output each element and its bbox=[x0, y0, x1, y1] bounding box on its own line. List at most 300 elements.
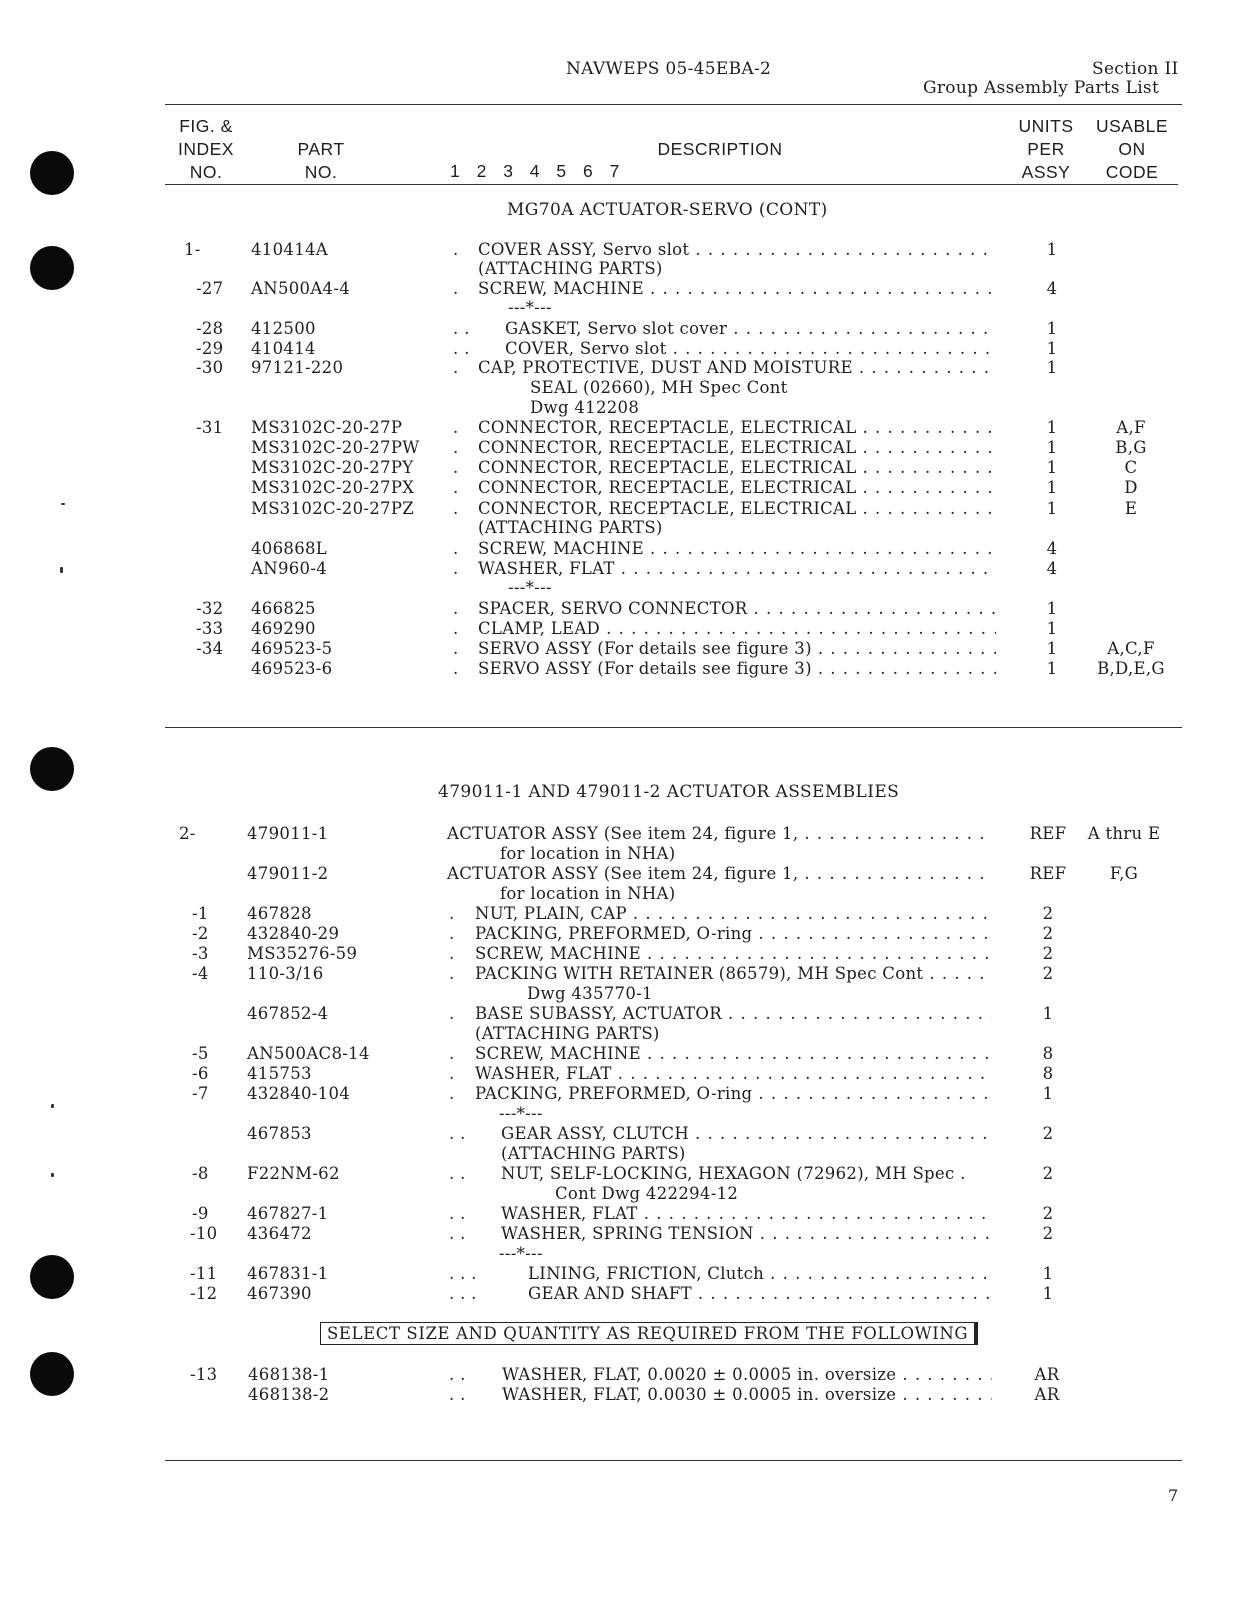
indent-level-dots: . . bbox=[449, 1385, 466, 1404]
description-text: (ATTACHING PARTS) bbox=[501, 1144, 686, 1163]
indent-level-dots: . bbox=[453, 478, 459, 497]
index-number: -10 bbox=[190, 1224, 218, 1243]
units-per-assy: 1 bbox=[1046, 499, 1058, 518]
part-number: 479011-1 bbox=[247, 824, 329, 843]
description bbox=[447, 864, 992, 883]
leader-dots bbox=[863, 458, 996, 477]
description-text: GASKET, Servo slot cover bbox=[505, 319, 728, 338]
column-header-part-no bbox=[285, 138, 357, 184]
parts-row bbox=[0, 844, 1249, 864]
index-number: -7 bbox=[192, 1084, 209, 1103]
units-per-assy: 1 bbox=[1046, 240, 1058, 259]
column-header-fig-index bbox=[170, 115, 242, 184]
description bbox=[501, 1124, 992, 1143]
part-number: 469523-6 bbox=[251, 659, 333, 678]
indent-level-dots: . bbox=[449, 1004, 455, 1023]
parts-row bbox=[0, 478, 1249, 498]
part-number: 467390 bbox=[247, 1284, 312, 1303]
units-per-assy: 1 bbox=[1042, 1004, 1054, 1023]
parts-row bbox=[0, 599, 1249, 619]
indent-level-dots: . bbox=[449, 924, 455, 943]
parts-row bbox=[0, 1144, 1249, 1164]
parts-row bbox=[0, 539, 1249, 559]
part-number: 469523-5 bbox=[251, 639, 333, 658]
leader-dots bbox=[804, 824, 992, 843]
usable-on-code: A,F bbox=[1116, 418, 1146, 437]
description-text: BASE SUBASSY, ACTUATOR bbox=[475, 1004, 722, 1023]
indent-level-dots: . bbox=[453, 619, 459, 638]
units-per-assy: 1 bbox=[1046, 339, 1058, 358]
description-text: WASHER, FLAT bbox=[478, 559, 615, 578]
description-text: ---*--- bbox=[508, 578, 552, 597]
indent-level-dots: . bbox=[453, 599, 459, 618]
description bbox=[475, 1004, 992, 1023]
leader-dots bbox=[673, 339, 996, 358]
part-number: 410414A bbox=[251, 240, 329, 259]
part-number: 110-3/16 bbox=[247, 964, 324, 983]
units-per-assy: 1 bbox=[1046, 358, 1058, 377]
part-number: 436472 bbox=[247, 1224, 312, 1243]
part-number: 467831-1 bbox=[247, 1264, 329, 1283]
parts-row bbox=[0, 418, 1249, 438]
indent-level-dots: . bbox=[453, 438, 459, 457]
parts-row bbox=[0, 964, 1249, 984]
group-title-mg70a: MG70A ACTUATOR-SERVO (CONT) bbox=[507, 200, 828, 220]
part-number: 479011-2 bbox=[247, 864, 329, 883]
leader-dots bbox=[863, 499, 996, 518]
column-header-usable-line1: USABLE bbox=[1095, 116, 1169, 136]
parts-row bbox=[0, 924, 1249, 944]
parts-row bbox=[0, 824, 1249, 844]
leader-dots bbox=[647, 1044, 992, 1063]
description-text: CONNECTOR, RECEPTACLE, ELECTRICAL bbox=[478, 478, 857, 497]
leader-dots bbox=[863, 478, 996, 497]
description bbox=[478, 458, 996, 477]
part-number: 415753 bbox=[247, 1064, 312, 1083]
description bbox=[475, 904, 992, 923]
binder-hole bbox=[30, 151, 74, 195]
indent-level-dots: . bbox=[453, 240, 459, 259]
index-number: -30 bbox=[196, 358, 224, 377]
leader-dots bbox=[804, 864, 992, 883]
index-number: -1 bbox=[192, 904, 209, 923]
column-header-units-line2: PER bbox=[1027, 139, 1065, 159]
column-header-part-line2: NO. bbox=[304, 162, 338, 182]
description-text: (ATTACHING PARTS) bbox=[475, 1024, 660, 1043]
usable-on-code: C bbox=[1124, 458, 1138, 477]
units-per-assy: 1 bbox=[1046, 599, 1058, 618]
leader-dots bbox=[863, 438, 996, 457]
leader-dots bbox=[902, 1365, 992, 1384]
parts-row bbox=[0, 458, 1249, 478]
section-label: Section II bbox=[1092, 59, 1179, 79]
leader-dots bbox=[650, 539, 996, 558]
units-per-assy: 2 bbox=[1042, 944, 1054, 963]
units-per-assy: AR bbox=[1034, 1365, 1060, 1384]
description bbox=[478, 539, 996, 558]
description-text: SCREW, MACHINE bbox=[478, 279, 644, 298]
units-per-assy: 2 bbox=[1042, 924, 1054, 943]
units-per-assy: 2 bbox=[1042, 964, 1054, 983]
description-text: NUT, SELF-LOCKING, HEXAGON (72962), MH Spec . bbox=[501, 1164, 966, 1183]
parts-row bbox=[0, 358, 1249, 378]
units-per-assy: 4 bbox=[1046, 559, 1058, 578]
description bbox=[478, 619, 996, 638]
description bbox=[478, 358, 996, 377]
description-text: WASHER, SPRING TENSION bbox=[501, 1224, 754, 1243]
parts-row bbox=[0, 1024, 1249, 1044]
description-text: WASHER, FLAT, 0.0020 ± 0.0005 in. oversize bbox=[502, 1365, 897, 1384]
part-number: 432840-29 bbox=[247, 924, 340, 943]
units-per-assy: 1 bbox=[1042, 1084, 1054, 1103]
description-text: ---*--- bbox=[499, 1104, 543, 1123]
description-text: GEAR AND SHAFT bbox=[528, 1284, 692, 1303]
indent-level-dots: . . . bbox=[449, 1284, 477, 1303]
description bbox=[478, 279, 996, 298]
description-text: CONNECTOR, RECEPTACLE, ELECTRICAL bbox=[478, 438, 857, 457]
description bbox=[478, 499, 996, 518]
description-text: GEAR ASSY, CLUTCH bbox=[501, 1124, 690, 1143]
indent-level-dots: . bbox=[449, 944, 455, 963]
index-number: -9 bbox=[192, 1204, 209, 1223]
description-text: ACTUATOR ASSY (See item 24, figure 1, bbox=[447, 864, 799, 883]
select-size-note: SELECT SIZE AND QUANTITY AS REQUIRED FROM THE FOLLOWING bbox=[320, 1322, 978, 1345]
parts-row bbox=[0, 984, 1249, 1004]
leader-dots bbox=[618, 1064, 992, 1083]
parts-row bbox=[0, 240, 1249, 260]
units-per-assy: 1 bbox=[1046, 659, 1058, 678]
parts-row bbox=[0, 1124, 1249, 1144]
usable-on-code: A,C,F bbox=[1107, 639, 1155, 658]
description-text: WASHER, FLAT, 0.0030 ± 0.0005 in. oversize bbox=[502, 1385, 897, 1404]
index-number: -33 bbox=[196, 619, 224, 638]
index-number: 2- bbox=[179, 824, 196, 843]
indent-level-dots: . bbox=[453, 458, 459, 477]
leader-dots bbox=[760, 1224, 992, 1243]
parts-row bbox=[0, 1284, 1249, 1304]
part-number: AN500A4-4 bbox=[251, 279, 351, 298]
description bbox=[502, 1365, 992, 1384]
parts-row bbox=[0, 1104, 1249, 1124]
part-number: 468138-1 bbox=[248, 1365, 330, 1384]
indent-level-dots: . . bbox=[449, 1365, 466, 1384]
indent-level-dots: . bbox=[449, 1064, 455, 1083]
description-text: SPACER, SERVO CONNECTOR bbox=[478, 599, 748, 618]
description-text: SCREW, MACHINE bbox=[478, 539, 644, 558]
parts-row bbox=[0, 1064, 1249, 1084]
leader-dots bbox=[644, 1204, 992, 1223]
parts-row bbox=[0, 1365, 1249, 1385]
indent-level-dots: . . bbox=[449, 1204, 466, 1223]
indent-level-dots: . bbox=[453, 279, 459, 298]
part-number: 406868L bbox=[251, 539, 328, 558]
part-number: MS3102C-20-27PW bbox=[251, 438, 420, 457]
description bbox=[475, 1064, 992, 1083]
index-number: -31 bbox=[196, 418, 224, 437]
part-number: 410414 bbox=[251, 339, 316, 358]
part-number: 467852-4 bbox=[247, 1004, 329, 1023]
description bbox=[478, 240, 996, 259]
parts-row bbox=[0, 944, 1249, 964]
description-text: for location in NHA) bbox=[500, 844, 676, 863]
indent-level-dots: . bbox=[453, 539, 459, 558]
description-text: (ATTACHING PARTS) bbox=[478, 259, 663, 278]
leader-dots bbox=[698, 1284, 992, 1303]
parts-row bbox=[0, 1084, 1249, 1104]
group-divider-rule bbox=[165, 727, 1182, 728]
description-text: Dwg 435770-1 bbox=[527, 984, 653, 1003]
parts-row bbox=[0, 1044, 1249, 1064]
description-text: SCREW, MACHINE bbox=[475, 1044, 641, 1063]
leader-dots bbox=[606, 619, 996, 638]
parts-row bbox=[0, 279, 1249, 299]
part-number: MS3102C-20-27PZ bbox=[251, 499, 415, 518]
parts-row bbox=[0, 518, 1249, 538]
index-number: -4 bbox=[192, 964, 209, 983]
description-text: COVER, Servo slot bbox=[505, 339, 667, 358]
description-text: SEAL (02660), MH Spec Cont bbox=[530, 378, 788, 397]
units-per-assy: 1 bbox=[1046, 458, 1058, 477]
units-per-assy: 4 bbox=[1046, 539, 1058, 558]
column-header-usable-line3: CODE bbox=[1105, 162, 1159, 182]
description-text: CONNECTOR, RECEPTACLE, ELECTRICAL bbox=[478, 418, 857, 437]
document-id: NAVWEPS 05-45EBA-2 bbox=[566, 59, 772, 79]
parts-row bbox=[0, 904, 1249, 924]
description-text: CONNECTOR, RECEPTACLE, ELECTRICAL bbox=[478, 458, 857, 477]
part-number: 467828 bbox=[247, 904, 312, 923]
index-number: -3 bbox=[192, 944, 209, 963]
parts-row bbox=[0, 659, 1249, 679]
leader-dots bbox=[647, 944, 992, 963]
part-number: MS3102C-20-27P bbox=[251, 418, 403, 437]
leader-dots bbox=[754, 599, 996, 618]
description-text: PACKING, PREFORMED, O-ring bbox=[475, 1084, 753, 1103]
leader-dots bbox=[863, 418, 996, 437]
leader-dots bbox=[859, 358, 996, 377]
index-number: 1- bbox=[184, 240, 201, 259]
column-header-fig-line2: INDEX bbox=[178, 139, 234, 159]
column-header-units-line3: ASSY bbox=[1021, 162, 1071, 182]
description bbox=[501, 1224, 992, 1243]
description bbox=[478, 659, 996, 678]
footer-rule bbox=[165, 1460, 1182, 1461]
column-header-fig-line3: NO. bbox=[189, 162, 223, 182]
description-text: COVER ASSY, Servo slot bbox=[478, 240, 690, 259]
units-per-assy: 4 bbox=[1046, 279, 1058, 298]
description-text: SCREW, MACHINE bbox=[475, 944, 641, 963]
binder-hole bbox=[30, 747, 74, 791]
description bbox=[475, 964, 992, 983]
indent-level-dots: . bbox=[453, 358, 459, 377]
part-number: MS3102C-20-27PY bbox=[251, 458, 414, 477]
units-per-assy: 1 bbox=[1042, 1284, 1054, 1303]
part-number: 467827-1 bbox=[247, 1204, 329, 1223]
parts-row bbox=[0, 1244, 1249, 1264]
leader-dots bbox=[621, 559, 996, 578]
description bbox=[505, 319, 996, 338]
usable-on-code: E bbox=[1124, 499, 1138, 518]
description bbox=[478, 418, 996, 437]
description bbox=[478, 478, 996, 497]
parts-row bbox=[0, 378, 1249, 398]
parts-row bbox=[0, 1184, 1249, 1204]
description-text: Cont Dwg 422294-12 bbox=[555, 1184, 739, 1203]
index-number: -28 bbox=[196, 319, 224, 338]
indent-level-dots: . bbox=[453, 418, 459, 437]
leader-dots bbox=[758, 1084, 992, 1103]
description-text: CONNECTOR, RECEPTACLE, ELECTRICAL bbox=[478, 499, 857, 518]
description-text: WASHER, FLAT bbox=[501, 1204, 638, 1223]
column-header-units-line1: UNITS bbox=[1018, 116, 1074, 136]
units-per-assy: 2 bbox=[1042, 1204, 1054, 1223]
parts-row bbox=[0, 1385, 1249, 1405]
section-subtitle: Group Assembly Parts List bbox=[923, 78, 1160, 98]
part-number: F22NM-62 bbox=[247, 1164, 340, 1183]
description bbox=[528, 1284, 992, 1303]
column-header-fig-line1: FIG. & bbox=[179, 116, 233, 136]
header-top-rule bbox=[165, 104, 1182, 105]
description bbox=[502, 1385, 992, 1404]
parts-row bbox=[0, 1264, 1249, 1284]
leader-dots bbox=[695, 240, 996, 259]
parts-row bbox=[0, 1004, 1249, 1024]
description bbox=[501, 1204, 992, 1223]
group-title-479011: 479011-1 AND 479011-2 ACTUATOR ASSEMBLIES bbox=[438, 782, 900, 802]
part-number: AN960-4 bbox=[251, 559, 328, 578]
indent-level-dots: . bbox=[453, 559, 459, 578]
indent-level-dots: . . . bbox=[449, 1264, 477, 1283]
units-per-assy: 1 bbox=[1046, 619, 1058, 638]
description-text: Dwg 412208 bbox=[530, 398, 640, 417]
usable-on-code: B,G bbox=[1115, 438, 1147, 457]
description-text: SERVO ASSY (For details see figure 3) bbox=[478, 659, 812, 678]
units-per-assy: REF bbox=[1029, 824, 1067, 843]
part-number: AN500AC8-14 bbox=[247, 1044, 370, 1063]
leader-dots bbox=[728, 1004, 992, 1023]
parts-row bbox=[0, 559, 1249, 579]
parts-row bbox=[0, 499, 1249, 519]
indent-level-dots: . bbox=[449, 1044, 455, 1063]
part-number: 466825 bbox=[251, 599, 316, 618]
units-per-assy: 2 bbox=[1042, 1124, 1054, 1143]
units-per-assy: 1 bbox=[1046, 639, 1058, 658]
column-header-description: DESCRIPTION bbox=[657, 139, 783, 159]
parts-row bbox=[0, 1204, 1249, 1224]
units-per-assy: REF bbox=[1029, 864, 1067, 883]
part-number: 432840-104 bbox=[247, 1084, 351, 1103]
parts-row bbox=[0, 864, 1249, 884]
units-per-assy: 1 bbox=[1046, 319, 1058, 338]
indent-level-dots: . bbox=[453, 639, 459, 658]
part-number: 467853 bbox=[247, 1124, 312, 1143]
units-per-assy: AR bbox=[1034, 1385, 1060, 1404]
description-text: ACTUATOR ASSY (See item 24, figure 1, bbox=[447, 824, 799, 843]
leader-dots bbox=[929, 964, 992, 983]
index-number: -8 bbox=[192, 1164, 209, 1183]
part-number: 97121-220 bbox=[251, 358, 344, 377]
parts-row bbox=[0, 319, 1249, 339]
part-number: MS35276-59 bbox=[247, 944, 358, 963]
leader-dots bbox=[770, 1264, 992, 1283]
leader-dots bbox=[650, 279, 996, 298]
parts-row bbox=[0, 1164, 1249, 1184]
leader-dots bbox=[818, 659, 996, 678]
description-text: NUT, PLAIN, CAP bbox=[475, 904, 627, 923]
indent-level-dots: . . bbox=[453, 339, 470, 358]
indent-level-dots: . bbox=[449, 1084, 455, 1103]
description-text: for location in NHA) bbox=[500, 884, 676, 903]
indent-level-dots: . . bbox=[453, 319, 470, 338]
units-per-assy: 1 bbox=[1042, 1264, 1054, 1283]
description-text: ---*--- bbox=[508, 298, 552, 317]
index-number: -32 bbox=[196, 599, 224, 618]
description bbox=[475, 1084, 992, 1103]
usable-on-code: F,G bbox=[1109, 864, 1139, 883]
description bbox=[478, 559, 996, 578]
description bbox=[475, 944, 992, 963]
column-header-usable-on-code bbox=[1090, 115, 1174, 184]
usable-on-code: B,D,E,G bbox=[1097, 659, 1165, 678]
part-number: MS3102C-20-27PX bbox=[251, 478, 415, 497]
usable-on-code: A thru E bbox=[1087, 824, 1161, 843]
description bbox=[475, 1044, 992, 1063]
parts-row bbox=[0, 398, 1249, 418]
units-per-assy: 8 bbox=[1042, 1064, 1054, 1083]
description bbox=[478, 438, 996, 457]
index-number: -11 bbox=[190, 1264, 218, 1283]
description-text: ---*--- bbox=[499, 1244, 543, 1263]
column-header-part-line1: PART bbox=[297, 139, 345, 159]
indent-level-dots: . . bbox=[449, 1224, 466, 1243]
description bbox=[505, 339, 996, 358]
leader-dots bbox=[633, 904, 992, 923]
indent-level-dots: . bbox=[453, 659, 459, 678]
page-number: 7 bbox=[1168, 1486, 1179, 1505]
index-number: -27 bbox=[196, 279, 224, 298]
description-text: CAP, PROTECTIVE, DUST AND MOISTURE bbox=[478, 358, 853, 377]
description bbox=[478, 599, 996, 618]
leader-dots bbox=[733, 319, 996, 338]
description-text: WASHER, FLAT bbox=[475, 1064, 612, 1083]
units-per-assy: 8 bbox=[1042, 1044, 1054, 1063]
parts-row bbox=[0, 339, 1249, 359]
parts-row bbox=[0, 298, 1249, 318]
units-per-assy: 2 bbox=[1042, 1224, 1054, 1243]
header-bottom-rule bbox=[165, 184, 1178, 185]
index-number: -5 bbox=[192, 1044, 209, 1063]
indent-level-dots: . bbox=[449, 964, 455, 983]
usable-on-code: D bbox=[1124, 478, 1138, 497]
units-per-assy: 1 bbox=[1046, 438, 1058, 457]
leader-dots bbox=[902, 1385, 992, 1404]
units-per-assy: 1 bbox=[1046, 418, 1058, 437]
index-number: -34 bbox=[196, 639, 224, 658]
index-number: -12 bbox=[190, 1284, 218, 1303]
index-number: -29 bbox=[196, 339, 224, 358]
units-per-assy: 2 bbox=[1042, 1164, 1054, 1183]
description-text: SERVO ASSY (For details see figure 3) bbox=[478, 639, 812, 658]
leader-dots bbox=[695, 1124, 992, 1143]
units-per-assy: 2 bbox=[1042, 904, 1054, 923]
column-header-indent-levels: 1 2 3 4 5 6 7 bbox=[450, 161, 626, 181]
column-header-usable-line2: ON bbox=[1118, 139, 1146, 159]
index-number: -6 bbox=[192, 1064, 209, 1083]
parts-row bbox=[0, 438, 1249, 458]
parts-row bbox=[0, 884, 1249, 904]
description bbox=[478, 639, 996, 658]
leader-dots bbox=[758, 924, 992, 943]
description bbox=[528, 1264, 992, 1283]
